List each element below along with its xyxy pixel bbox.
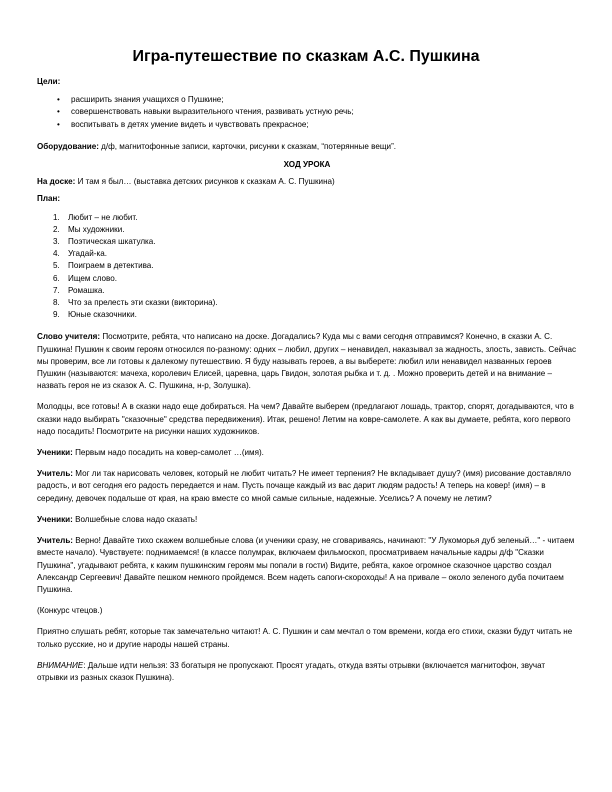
list-text: Что за прелесть эти сказки (викторина). [68,298,218,308]
paragraph-text: Мог ли так нарисовать человек, который не любит читать? Не имеет терпения? Не вкладывает душу? (имя) рисование доставляло радость, и вот сегодня его радость передается и нам. Пусть почаще каждый из вас дарит людям радость! А теперь на ковер! (имя) – в середину, девочек подальше от края, на краю вместе со мной самые сильные, надежные. Уселись? А почему не летим? [37,469,572,503]
equipment-text: д/ф, магнитофонные записи, карточки, рисунки к сказкам, “потерянные вещи”. [98,141,397,151]
list-item: • воспитывать в детях умение видеть и чувствовать прекрасное; [37,119,577,131]
paragraph-text: Первым надо посадить на ковер-самолет …(имя). [72,448,264,458]
list-item [37,297,577,309]
paragraph-8: Приятно слушать ребят, которые так замечательно читают! А. С. Пушкин и сам мечтал о том времени, когда его стихи, сказки будут читать не только русские, но и другие народы нашей страны. [37,627,573,649]
list-item [37,309,577,321]
board-label: На доске: [37,177,76,187]
paragraph-text: : Дальше идти нельзя: 33 богатыря не пропускают. Просят угадать, откуда взяты отрывки (включается магнитофон, звучат отрывки из разных сказок Пушкина). [37,660,546,682]
teacher-paragraph-1 [37,331,577,392]
plan-label: План: [37,194,61,204]
list-text: Поиграем в детектива. [68,261,154,271]
list-number: 6. [53,273,60,283]
students-paragraph-2 [37,514,577,526]
goals-list [37,94,577,131]
list-number: 3. [53,237,60,247]
list-number: 8. [53,298,60,308]
speaker-label: Учитель: [37,536,73,546]
teacher-paragraph-3 [37,535,577,596]
list-item [37,212,577,224]
list-item [37,248,577,260]
contest-note: (Конкурс чтецов.) [37,606,103,616]
list-text: Угадай-ка. [68,249,107,259]
equipment-paragraph [37,141,577,153]
goals-label: Цели: [37,77,61,86]
document-body [37,76,577,684]
paragraph-text: Волшебные слова надо сказать! [72,514,198,524]
list-item: • расширить знания учащихся о Пушкине; [37,94,577,106]
list-text: Любит – не любит. [68,212,138,222]
page-title: Игра-путешествие по сказкам А.С. Пушкина [132,48,480,65]
list-item [37,285,577,297]
list-text: Мы художники. [68,224,125,234]
list-number: 1. [53,212,60,222]
list-item [37,260,577,272]
list-text: Ищем слово. [68,273,118,283]
list-text: Юные сказочники. [68,310,137,320]
speaker-label: Слово учителя: [37,332,101,342]
list-item [37,236,577,248]
list-text: Ромашка. [68,285,105,295]
teacher-paragraph-2 [37,468,577,505]
speaker-label: Ученики: [37,514,73,524]
speaker-label: Ученики: [37,448,73,458]
board-paragraph [37,176,577,188]
list-number: 7. [53,285,60,295]
board-text: И там я был… (выставка детских рисунков к сказкам А. С. Пушкина) [75,177,335,187]
list-text: Поэтическая шкатулка. [68,237,156,247]
plan-list [37,212,577,322]
paragraph-text: Посмотрите, ребята, что написано на доске. Догадались? Куда мы с вами сегодня отправимся? Конечно, в сказки А. С. Пушкина! Пушкин к своим героям относился по-разному: одних – любил, других – ненавидел, наказывал за жадность, злость, зависть. Сейчас мы проверим, все ли готовы к далекому путешествию. Я буду называть героев, а вы выберете: любил или ненавидел названных героев Пушкин (называются: мачеха, королевич Елисей, царевна, царь Гвидон, золотая рыбка и т. д. . Можно проверить детей и на внимание – назвать героя не из сказок А. С. Пушкина, н-р, Золушка). [37,332,577,391]
attention-paragraph [37,660,577,684]
equipment-label: Оборудование: [37,141,99,151]
list-number: 9. [53,310,60,320]
list-item: • совершенствовать навыки выразительного чтения, развивать устную речь; [37,106,577,118]
list-number: 4. [53,249,60,259]
speaker-label: Учитель: [37,469,73,479]
list-number: 2. [53,224,60,234]
list-number: 5. [53,261,60,271]
list-item [37,224,577,236]
students-paragraph-1 [37,447,577,459]
lesson-heading: ХОД УРОКА [283,160,331,170]
attention-label: ВНИМАНИЕ [37,660,84,670]
paragraph-2: Молодцы, все готовы! А в сказки надо еще добираться. На чем? Давайте выберем (предлагают лошадь, трактор, спорят, догадываются, что в сказки надо выбирать "сказочные" средства передвижения). Итак, решено! Летим на ковре-самолете. А как вы думаете, ребята, кого первого надо посадить! Посмотрите на рисунки наших художников. [37,402,574,436]
list-item [37,273,577,285]
paragraph-text: Верно! Давайте тихо скажем волшебные слова (и ученики сразу, не сговариваясь, начинают: "У Лукоморья дуб зеленый…" - читаем вместе начало). Чувствуете: поднимаемся! (в классе полумрак, включаем фильмоскоп, просматриваем начальные кадры д/ф "Сказки Пушкина", угадывают ребята, к каким пушкинским героям мы попали в гости) Видите, ребята, какое огромное сказочное царство создал Александр Сергеевич! Давайте пешком немного пройдемся. Всем надеть сапоги-скороходы! А на привале – около зеленого дуба почитаем Пушкина. [37,536,575,594]
